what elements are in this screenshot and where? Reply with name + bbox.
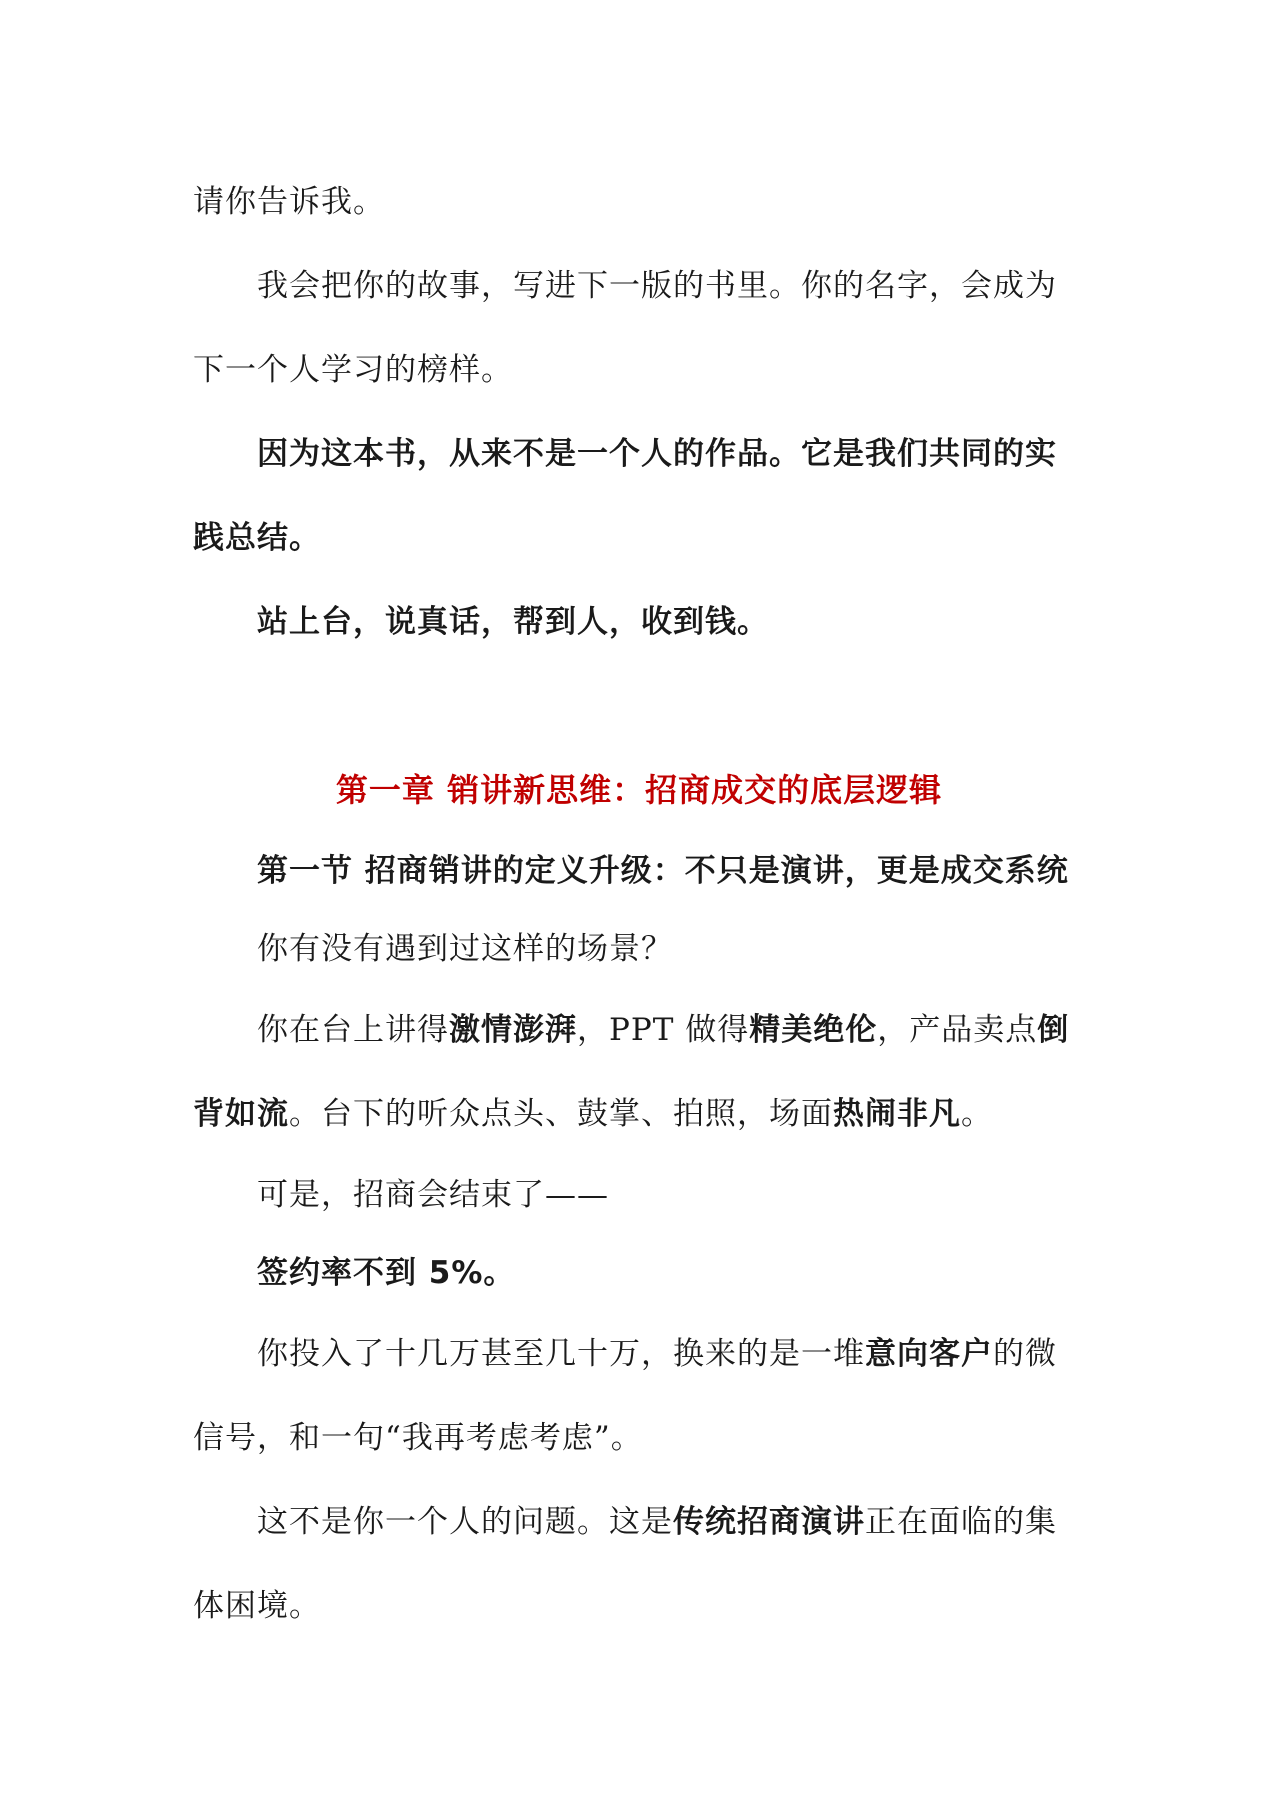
paragraph-your-story: 我会把你的故事，写进下一版的书里。你的名字，会成为下一个人学习的榜样。 <box>193 268 1057 388</box>
paragraph-motto: 站上台，说真话，帮到人，收到钱。 <box>257 604 769 640</box>
investment-text-1: 你投入了十几万甚至几十万，换来的是一堆 <box>257 1336 865 1372</box>
chapter-title: 第一章 销讲新思维：招商成交的底层逻辑 <box>335 771 943 809</box>
investment-text-2: 的微信号，和一句“我再考虑考虑”。 <box>193 1336 1057 1456</box>
paragraph-question: 你有没有遇到过这样的场景？ <box>257 931 673 967</box>
dilemma-emphasis: 传统招商演讲 <box>673 1504 865 1540</box>
paragraph-meeting-ended: 可是，招商会结束了—— <box>257 1177 609 1213</box>
scene-text-5: 。 <box>961 1096 993 1132</box>
investment-emphasis: 意向客户 <box>865 1336 993 1372</box>
scene-emphasis-3: 倒背如流 <box>193 1012 1070 1132</box>
scene-text-2: ，PPT 做得 <box>577 1012 750 1048</box>
paragraph-shared-practice: 因为这本书，从来不是一个人的作品。它是我们共同的实践总结。 <box>193 436 1057 556</box>
paragraph-scene <box>193 988 1085 1156</box>
dilemma-text-1: 这不是你一个人的问题。这是 <box>257 1504 673 1540</box>
dilemma-text-2: 正在面临的集体困境。 <box>193 1504 1057 1624</box>
scene-text-3: ，产品卖点 <box>877 1012 1038 1048</box>
scene-emphasis-1: 激情澎湃 <box>449 1012 577 1048</box>
section-title: 第一节 招商销讲的定义升级：不只是演讲，更是成交系统 <box>257 853 1069 889</box>
paragraph-investment <box>193 1312 1085 1480</box>
scene-emphasis-4: 热闹非凡 <box>833 1096 961 1132</box>
scene-text-1: 你在台上讲得 <box>257 1012 449 1048</box>
scene-text-4: 。台下的听众点头、鼓掌、拍照，场面 <box>289 1096 833 1132</box>
paragraph-signing-rate: 签约率不到 5%。 <box>257 1255 516 1291</box>
paragraph-collective-dilemma <box>193 1480 1085 1648</box>
section-spacer <box>193 664 1085 748</box>
paragraph-tell-me: 请你告诉我。 <box>193 184 385 220</box>
scene-emphasis-2: 精美绝伦 <box>749 1012 878 1048</box>
page-content <box>193 160 1085 1648</box>
